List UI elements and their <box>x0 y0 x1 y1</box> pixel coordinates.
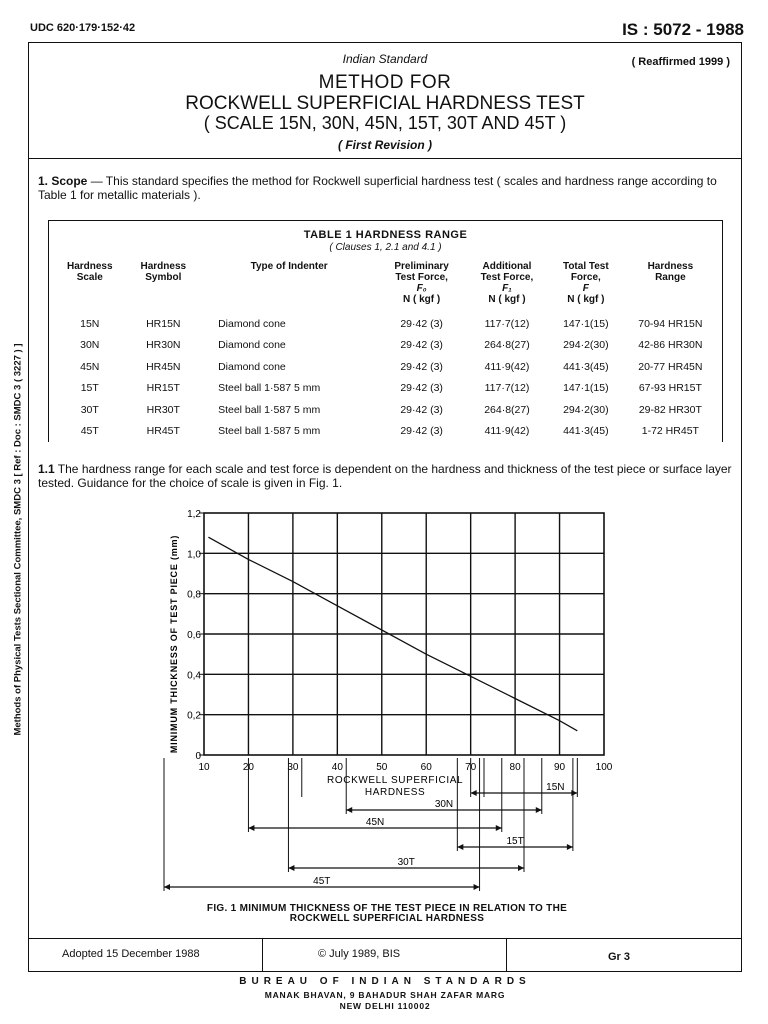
table-cell-f0: 29·42 (3) <box>400 317 443 330</box>
x-tick-label: 30 <box>287 762 299 773</box>
x-axis-label-line-1: ROCKWELL SUPERFICIAL <box>327 775 464 786</box>
scope-paragraph <box>38 174 734 202</box>
table-header-3: Preliminary Test Force, F₀ N ( kgf ) <box>394 261 449 305</box>
x-tick-label: 10 <box>198 762 210 773</box>
table-cell-f0: 29·42 (3) <box>400 403 443 416</box>
publisher-name: BUREAU OF INDIAN STANDARDS <box>239 976 531 987</box>
table-cell-symbol: HR15T <box>146 382 180 395</box>
table-cell-indenter: Steel ball 1·587 5 mm <box>218 382 321 395</box>
table-clauses: ( Clauses 1, 2.1 and 4.1 ) <box>329 242 442 253</box>
arrow-head-left <box>346 807 352 813</box>
para-text: The hardness range for each scale and test force is dependent on the hardness and thickness of the test piece or surface layer tested. Guidance for the choice of scale is given in Fig. 1. <box>38 462 732 490</box>
arrow-head-right <box>496 825 502 831</box>
y-tick-label: 0,6 <box>187 630 201 641</box>
divider <box>28 158 742 159</box>
footer-sep-1 <box>262 938 263 972</box>
table-row <box>53 313 718 335</box>
y-tick-label: 0,2 <box>187 710 201 722</box>
table-row <box>53 378 718 400</box>
table-cell-f1: 411·9(42) <box>484 425 530 438</box>
scale-range-label: 15N <box>546 782 565 793</box>
scale-range-label: 30T <box>397 857 415 868</box>
table-cell-indenter: Diamond cone <box>218 339 286 352</box>
table-cell-scale: 15T <box>80 382 99 395</box>
table-cell-f1: 264·8(27) <box>484 339 530 352</box>
revision-note: ( First Revision ) <box>337 138 432 152</box>
table-cell-range: 70-94 HR15N <box>638 317 703 330</box>
scale-range-label: 45N <box>365 817 385 828</box>
is-number: IS : 5072 - 1988 <box>622 20 744 39</box>
table-cell-range: 1-72 HR45T <box>641 425 699 438</box>
table-cell-f0: 29·42 (3) <box>400 382 443 395</box>
table-header-4: Additional Test Force, F₁ N ( kgf ) <box>480 261 534 305</box>
x-axis-label-line-2: HARDNESS <box>364 787 426 798</box>
figure-1-chart <box>150 500 620 900</box>
udc-number: UDC 620·179·152·42 <box>30 22 136 34</box>
group-number: Gr 3 <box>608 951 631 963</box>
x-tick-label: 60 <box>420 762 432 773</box>
side-note: Methods of Physical Tests Sectional Committee, SMDC 3 [ Ref : Doc : SMDC 3 ( 3227 ) ] <box>12 343 24 736</box>
y-axis-label: MINIMUM THICKNESS OF TEST PIECE (mm) <box>169 534 179 754</box>
reaffirmed-note: ( Reaffirmed 1999 ) <box>631 56 730 68</box>
table-title: TABLE 1 HARDNESS RANGE <box>303 229 468 241</box>
table-cell-symbol: HR30N <box>146 339 181 352</box>
table-cell-indenter: Steel ball 1·587 5 mm <box>218 403 321 416</box>
table-cell-indenter: Diamond cone <box>218 317 286 330</box>
arrow-head-right <box>518 865 524 871</box>
table-cell-f0: 29·42 (3) <box>400 425 443 438</box>
table-header-6: Hardness Range <box>647 261 694 283</box>
table-cell-f: 147·1(15) <box>563 317 609 330</box>
paragraph-1-1 <box>38 462 734 490</box>
table-1 <box>48 220 723 442</box>
table-cell-range: 67-93 HR15T <box>638 382 702 395</box>
table-cell-symbol: HR15N <box>146 317 181 330</box>
title-line-2: ROCKWELL SUPERFICIAL HARDNESS TEST <box>185 93 585 114</box>
scope-heading: 1. Scope <box>38 174 88 188</box>
publisher-address: MANAK BHAVAN, 9 BAHADUR SHAH ZAFAR MARG <box>264 990 506 1000</box>
arrow-head-right <box>571 790 577 796</box>
table-row <box>53 335 718 357</box>
table-cell-range: 42-86 HR30N <box>638 339 703 352</box>
footer-sep-2 <box>506 938 507 972</box>
table-cell-f: 294·2(30) <box>563 403 609 416</box>
table-row <box>53 421 718 443</box>
table-cell-f0: 29·42 (3) <box>400 339 443 352</box>
table-header-0: Hardness Scale <box>66 261 113 283</box>
table-header-5: Total Test Force, F N ( kgf ) <box>562 261 609 305</box>
table-cell-f1: 117·7(12) <box>484 317 530 330</box>
scale-range-label: 45T <box>313 876 331 887</box>
table-cell-f1: 117·7(12) <box>484 382 530 395</box>
footer-divider <box>28 938 742 939</box>
para-heading: 1.1 <box>38 462 55 476</box>
table-row <box>53 356 718 378</box>
table-cell-indenter: Steel ball 1·587 5 mm <box>218 425 321 438</box>
y-tick-label: 0,4 <box>187 670 201 682</box>
arrow-head-left <box>457 844 463 850</box>
table-cell-symbol: HR45T <box>146 425 180 438</box>
table-cell-f1: 411·9(42) <box>484 360 530 373</box>
table-cell-f: 294·2(30) <box>563 339 609 352</box>
y-tick-label: 1,0 <box>187 549 201 561</box>
arrow-head-left <box>248 825 254 831</box>
arrow-head-right <box>567 844 573 850</box>
y-tick-label: 0,8 <box>187 589 201 601</box>
copyright: © July 1989, BIS <box>318 948 401 960</box>
table-header-2: Type of Indenter <box>250 261 328 272</box>
table-cell-scale: 45T <box>80 425 99 438</box>
figure-caption-line-2: ROCKWELL SUPERFICIAL HARDNESS <box>289 913 485 924</box>
x-tick-label: 50 <box>376 762 388 773</box>
table-cell-range: 20-77 HR45N <box>638 360 703 373</box>
figure-caption-line-1: FIG. 1 MINIMUM THICKNESS OF THE TEST PIECE IN RELATION TO THE <box>206 903 568 914</box>
table-cell-scale: 15N <box>80 317 100 330</box>
x-tick-label: 70 <box>465 762 477 773</box>
hardness-range-table <box>53 261 718 442</box>
table-cell-scale: 30N <box>80 339 100 352</box>
table-cell-symbol: HR45N <box>146 360 181 373</box>
table-cell-indenter: Diamond cone <box>218 360 286 373</box>
title-line-3: ( SCALE 15N, 30N, 45N, 15T, 30T AND 45T ) <box>203 113 567 133</box>
y-tick-label: 0 <box>195 751 201 762</box>
x-tick-label: 100 <box>595 762 613 773</box>
table-cell-symbol: HR30T <box>146 403 180 416</box>
x-tick-label: 90 <box>553 762 566 773</box>
arrow-head-left <box>471 790 477 796</box>
arrow-head-right <box>474 884 480 890</box>
x-tick-label: 20 <box>242 762 255 773</box>
arrow-head-left <box>164 884 170 890</box>
table-cell-scale: 45N <box>80 360 100 373</box>
arrow-head-left <box>288 865 294 871</box>
table-cell-f: 441·3(45) <box>563 425 609 438</box>
y-tick-label: 1,2 <box>187 509 201 520</box>
table-header-1: Hardness Symbol <box>140 261 187 283</box>
title-line-1: METHOD FOR <box>318 72 452 93</box>
arrow-head-right <box>536 807 542 813</box>
scope-text: — This standard specifies the method for Rockwell superficial hardness test ( scales and hardness range according to Table 1 for metallic materials ). <box>38 174 717 202</box>
figure-caption <box>30 904 744 924</box>
table-cell-f: 147·1(15) <box>563 382 609 395</box>
table-cell-range: 29-82 HR30T <box>638 403 702 416</box>
table-row <box>53 399 718 421</box>
table-cell-f1: 264·8(27) <box>484 403 530 416</box>
scale-range-label: 15T <box>506 836 524 847</box>
table-cell-scale: 30T <box>80 403 99 416</box>
indian-standard-label: Indian Standard <box>342 52 428 66</box>
publisher-city: NEW DELHI 110002 <box>339 1001 431 1011</box>
x-tick-label: 40 <box>331 762 343 773</box>
table-cell-f0: 29·42 (3) <box>400 360 443 373</box>
x-tick-label: 80 <box>509 762 521 773</box>
adopted-date: Adopted 15 December 1988 <box>62 948 200 960</box>
table-cell-f: 441·3(45) <box>563 360 609 373</box>
scale-range-label: 30N <box>434 799 454 810</box>
